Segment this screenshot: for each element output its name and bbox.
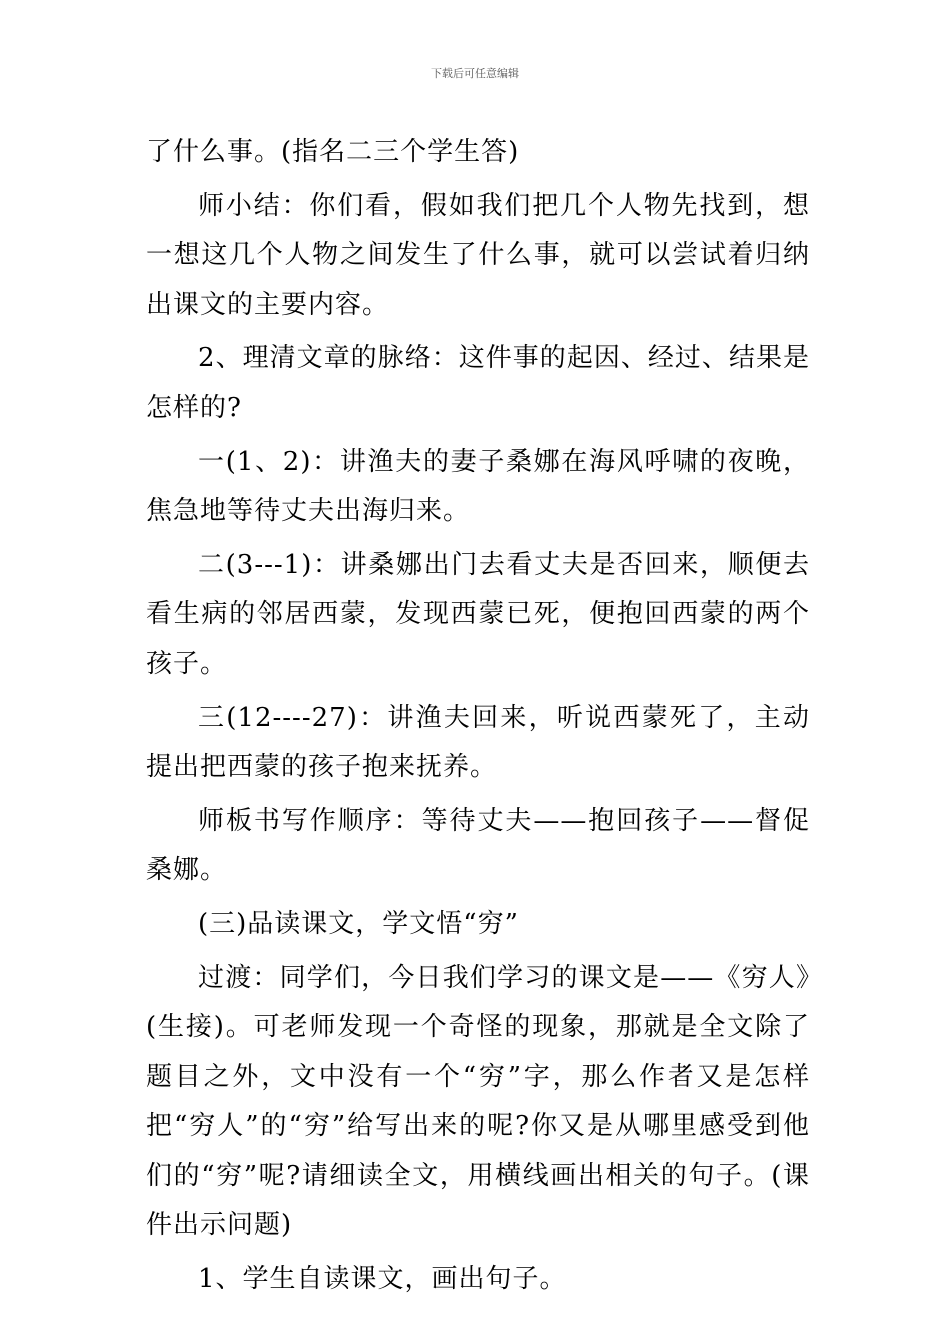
paragraph-9: 过渡：同学们，今日我们学习的课文是——《穷人》(生接)。可老师发现一个奇怪的现象，那就是全文除了题目之外，文中没有一个“穷”字，那么作者又是怎样把“穷人”的“穷”给写出来的呢?你又是从哪里感受到他们的“穷”呢?请细读全文，用横线画出相关的句子。(课件出示问题) <box>146 962 810 1241</box>
paragraph-5: 二(3---1)：讲桑娜出门去看丈夫是否回来，顺便去看生病的邻居西蒙，发现西蒙已死，便抱回西蒙的两个孩子。 <box>146 549 810 679</box>
header-note: 下载后可任意编辑 <box>431 67 519 80</box>
paragraph-2: 师小结：你们看，假如我们把几个人物先找到，想一想这几个人物之间发生了什么事，就可以尝试着归纳出课文的主要内容。 <box>146 190 810 320</box>
paragraph-4: 一(1、2)：讲渔夫的妻子桑娜在海风呼啸的夜晚，焦急地等待丈夫出海归来。 <box>146 446 810 527</box>
paragraph-7: 师板书写作顺序：等待丈夫——抱回孩子——督促桑娜。 <box>146 805 810 886</box>
document-body <box>146 128 810 1309</box>
paragraph-3: 2、理清文章的脉络：这件事的起因、经过、结果是怎样的? <box>146 343 810 423</box>
paragraph-8: (三)品读课文，学文悟“穷” <box>198 908 519 939</box>
paragraph-10: 1、学生自读课文，画出句子。 <box>198 1264 567 1295</box>
paragraph-1: 了什么事。(指名二三个学生答) <box>146 137 520 167</box>
paragraph-6: 三(12----27)：讲渔夫回来，听说西蒙死了，主动提出把西蒙的孩子抱来抚养。 <box>146 702 810 783</box>
